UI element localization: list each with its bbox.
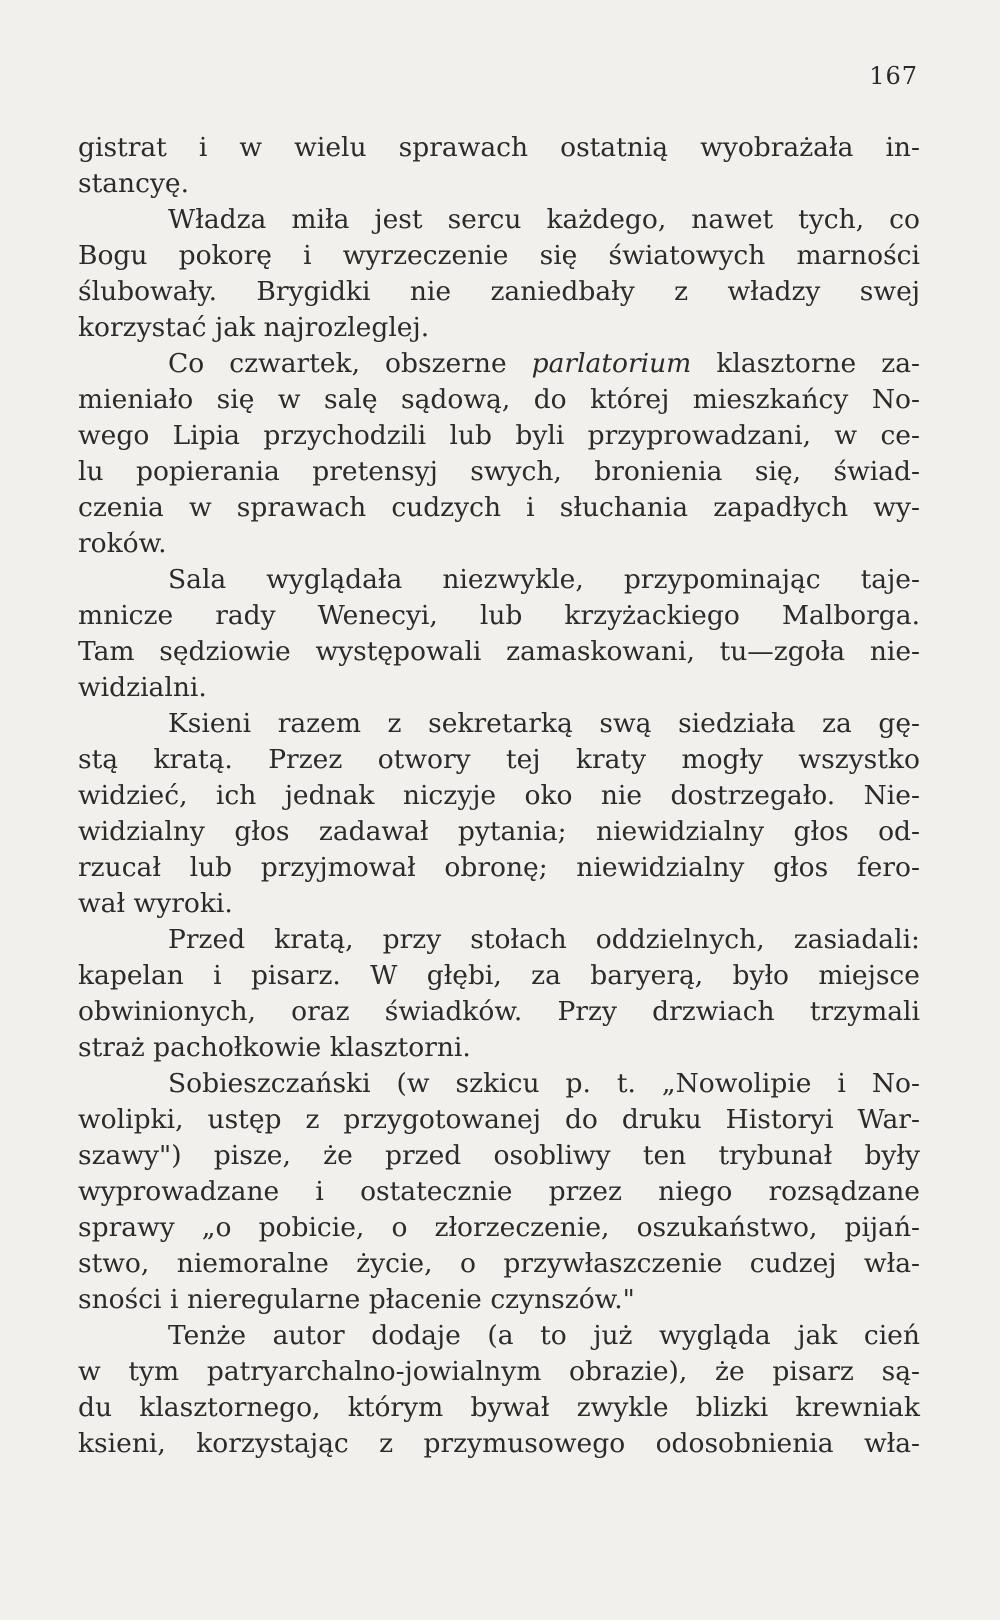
text-line [78, 742, 920, 778]
word: roków. [78, 528, 167, 559]
word: wy- [873, 492, 920, 523]
word: mieniało [78, 384, 194, 415]
word: patryarchalno-jowialnym [206, 1356, 542, 1387]
word: pokorę [178, 240, 272, 271]
word: od- [878, 816, 920, 847]
word: wyglądała [266, 564, 403, 595]
word: były [864, 1140, 920, 1171]
body-text [78, 130, 920, 1462]
text-line [78, 922, 920, 958]
word: przypominając [623, 564, 821, 595]
word: przywłaszczenie [503, 1248, 723, 1279]
word: pisze, [213, 1140, 291, 1171]
word: przygotowanej [343, 1104, 541, 1135]
word: ksieni, [78, 1428, 166, 1459]
word: jednak [284, 780, 375, 811]
word: z [379, 1428, 394, 1459]
word: drzwiach [652, 996, 775, 1027]
word: obszerne [385, 348, 507, 379]
word: zasiadali: [793, 924, 920, 955]
word: wego [78, 420, 150, 451]
word: ślubowały. [78, 276, 218, 307]
word: za [531, 960, 561, 991]
word: głos [793, 816, 849, 847]
text-line [78, 778, 920, 814]
word: sprawach [236, 492, 367, 523]
word: nawet [691, 204, 774, 235]
word: było [732, 960, 790, 991]
word: i [837, 1068, 846, 1099]
text-line [78, 1390, 920, 1426]
word: baryerą, [590, 960, 704, 991]
word: za- [881, 348, 920, 379]
text-line [78, 1138, 920, 1174]
word: sprawach [398, 132, 529, 163]
word: płacenie [368, 1284, 482, 1315]
word: dostrzegało. [670, 780, 836, 811]
word: kratą. [153, 744, 233, 775]
word: o [391, 1212, 408, 1243]
word: się [216, 384, 255, 415]
word: popierania [135, 456, 280, 487]
word: wszystko [798, 744, 920, 775]
word: niezwykle, [442, 564, 584, 595]
word: War- [857, 1104, 920, 1135]
word: zadawał [318, 816, 429, 847]
word: fero- [856, 852, 920, 883]
word: stwo, [78, 1248, 150, 1279]
word: pisarz [772, 1356, 854, 1387]
word: światowych [608, 240, 766, 271]
text-line [78, 202, 920, 238]
text-line [78, 1210, 920, 1246]
word: zamaskowani, [506, 636, 695, 667]
word: wła- [863, 1248, 920, 1279]
text-line [78, 1102, 920, 1138]
word: w [239, 132, 263, 163]
word: ustęp [207, 1104, 282, 1135]
word: tu—zgoła [719, 636, 846, 667]
text-line [78, 994, 920, 1030]
word: krzyżackiego [564, 600, 740, 631]
word: in- [885, 132, 920, 163]
word: stancyę. [78, 168, 190, 199]
word: mogły [681, 744, 764, 775]
word: z [387, 708, 402, 739]
word: to [540, 1320, 567, 1351]
word: mnicze [78, 600, 174, 631]
word: dodaje [371, 1320, 461, 1351]
word: bywał [470, 1392, 550, 1423]
word: cudzych [391, 492, 502, 523]
word: kratą, [274, 924, 354, 955]
word: „Nowolipie [661, 1068, 812, 1099]
word: No- [871, 384, 920, 415]
word: niczyje [402, 780, 497, 811]
word: w [188, 492, 212, 523]
word: „o [201, 1212, 232, 1243]
text-line [78, 1426, 920, 1462]
word: głos [773, 852, 829, 883]
word: wyobrażała [700, 132, 854, 163]
word: swych, [470, 456, 562, 487]
word: przychodzili [263, 420, 427, 451]
word: przyprowadzani, [587, 420, 811, 451]
word: głos [234, 816, 290, 847]
word: kraty [575, 744, 647, 775]
word: swą [599, 708, 652, 739]
word: Przy [557, 996, 617, 1027]
word: taje- [860, 564, 920, 595]
word: lu [78, 456, 104, 487]
word: wyroki. [133, 888, 233, 919]
word: mieszkańcy [692, 384, 849, 415]
text-line [78, 1354, 920, 1390]
word: się [539, 240, 578, 271]
text-line [78, 454, 920, 490]
word: oko [524, 780, 573, 811]
word: Bogu [78, 240, 148, 271]
word: parlatorium [531, 348, 692, 379]
word: oddzielnych, [595, 924, 765, 955]
word: szkicu [455, 1068, 540, 1099]
word: osobliwy [493, 1140, 611, 1171]
word: marności [796, 240, 920, 271]
word: nie- [869, 636, 920, 667]
page-number: 167 [869, 62, 918, 90]
word: Przez [268, 744, 343, 775]
word: widzialny [78, 816, 205, 847]
word: cień [863, 1320, 920, 1351]
text-line [78, 886, 920, 922]
word: świad- [833, 456, 920, 487]
word: czenia [78, 492, 164, 523]
word: Sobieszczański [168, 1068, 371, 1099]
word: stą [78, 744, 119, 775]
text-line [78, 418, 920, 454]
word: straż [78, 1032, 145, 1063]
text-line [78, 1030, 920, 1066]
word: pytania; [457, 816, 567, 847]
word: Wenecyi, [317, 600, 438, 631]
word: byli [515, 420, 565, 451]
word: siedziała [678, 708, 796, 739]
text-line [78, 490, 920, 526]
word: i [170, 1284, 179, 1315]
text-line [78, 670, 920, 706]
word: Brygidki [256, 276, 371, 307]
text-line [78, 634, 920, 670]
word: Ksieni [168, 708, 252, 739]
word: sędziowie [159, 636, 291, 667]
word: pretensyj [312, 456, 438, 487]
word: czwartek, [229, 348, 361, 379]
word: sności [78, 1284, 162, 1315]
word: z [305, 1104, 320, 1135]
word: Tam [78, 636, 135, 667]
word: wolipki, [78, 1104, 184, 1135]
word: wielu [294, 132, 367, 163]
word: tej [505, 744, 541, 775]
word: w [277, 384, 301, 415]
text-line [78, 526, 920, 562]
word: sekretarką [428, 708, 573, 739]
word: blizki [695, 1392, 769, 1423]
word: klasztornego, [139, 1392, 321, 1423]
word: pisarz. [250, 960, 341, 991]
text-line [78, 958, 920, 994]
word: zapadłych [713, 492, 849, 523]
word: w [834, 420, 858, 451]
word: ce- [880, 420, 920, 451]
word: i [213, 960, 222, 991]
word: i [315, 1176, 324, 1207]
word: szawy") [78, 1140, 182, 1171]
word: przez [548, 1176, 622, 1207]
word: świadków. [384, 996, 523, 1027]
word: ten [642, 1140, 687, 1171]
word: każdego, [546, 204, 667, 235]
text-line [78, 598, 920, 634]
word: Przed [168, 924, 246, 955]
word: (w [396, 1068, 430, 1099]
word: stołach [470, 924, 567, 955]
word: władzy [727, 276, 821, 307]
word: obrazie), [569, 1356, 688, 1387]
word: miejsce [818, 960, 920, 991]
word: t. [616, 1068, 636, 1099]
word: i [303, 240, 312, 271]
text-line [78, 850, 920, 886]
word: niego [658, 1176, 733, 1207]
word: odosobnienia [655, 1428, 834, 1459]
word: najrozleglej. [263, 312, 430, 343]
word: korzystać [78, 312, 207, 343]
word: przy [382, 924, 442, 955]
text-line [78, 1066, 920, 1102]
word: o [459, 1248, 476, 1279]
word: rozsądzane [768, 1176, 920, 1207]
word: Tenże [168, 1320, 247, 1351]
word: W [370, 960, 398, 991]
word: której [590, 384, 670, 415]
word: sercu [447, 204, 522, 235]
word: lub [479, 600, 523, 631]
word: ich [215, 780, 257, 811]
word: widzieć, [78, 780, 188, 811]
word: jak [797, 1320, 838, 1351]
word: wyrzeczenie [342, 240, 509, 271]
word: jest [374, 204, 423, 235]
word: rady [215, 600, 276, 631]
word: niemoralne [176, 1248, 329, 1279]
word: druku [621, 1104, 702, 1135]
word: Malborga. [781, 600, 920, 631]
word: klasztorne [716, 348, 857, 379]
word: rzucał [78, 852, 161, 883]
word: tym [128, 1356, 180, 1387]
word: i [526, 492, 535, 523]
word: wyprowadzane [78, 1176, 280, 1207]
word: bronienia [594, 456, 723, 487]
word: miła [291, 204, 350, 235]
word: ostatnią [560, 132, 669, 163]
word: trzymali [809, 996, 920, 1027]
text-line [78, 166, 920, 202]
word: występowali [315, 636, 482, 667]
text-line [78, 274, 920, 310]
word: że [715, 1356, 745, 1387]
word: Co [168, 348, 205, 379]
word: razem [277, 708, 361, 739]
word: sądową, [401, 384, 511, 415]
word: się, [754, 456, 802, 487]
text-line [78, 562, 920, 598]
word: klasztorni. [329, 1032, 471, 1063]
word: jak [214, 312, 256, 343]
text-line [78, 130, 920, 166]
word: oszukaństwo, [636, 1212, 818, 1243]
word: swej [859, 276, 920, 307]
text-line [78, 382, 920, 418]
word: już [593, 1320, 633, 1351]
text-line [78, 346, 920, 382]
word: Władza [168, 204, 267, 235]
word: du [78, 1392, 113, 1423]
word: krewniak [795, 1392, 920, 1423]
word: p. [565, 1068, 591, 1099]
word: głębi, [426, 960, 502, 991]
word: życie, [356, 1248, 433, 1279]
word: zaniedbały [490, 276, 635, 307]
word: gistrat [78, 132, 167, 163]
word: przyjmował [260, 852, 416, 883]
word: obwinionych, [78, 996, 256, 1027]
word: którym [347, 1392, 444, 1423]
word: Lipia [172, 420, 240, 451]
word: czynszów." [490, 1284, 635, 1315]
text-line [78, 310, 920, 346]
word: złorzeczenie, [434, 1212, 610, 1243]
word: pijań- [844, 1212, 920, 1243]
word: słuchania [559, 492, 689, 523]
word: cudzej [749, 1248, 837, 1279]
word: że [323, 1140, 353, 1171]
word: pachołkowie [153, 1032, 322, 1063]
word: Nie- [863, 780, 920, 811]
word: oraz [291, 996, 350, 1027]
text-line [78, 1246, 920, 1282]
word: obronę; [444, 852, 548, 883]
word: z [674, 276, 689, 307]
word: są- [881, 1356, 920, 1387]
word: w [78, 1356, 101, 1387]
word: trybunał [718, 1140, 833, 1171]
word: zwykle [576, 1392, 669, 1423]
word: nie [600, 780, 643, 811]
word: lub [449, 420, 493, 451]
word: tych, [798, 204, 865, 235]
word: nieregularne [186, 1284, 361, 1315]
word: gę- [878, 708, 920, 739]
text-line [78, 1318, 920, 1354]
word: pobicie, [258, 1212, 365, 1243]
word: otwory [377, 744, 471, 775]
text-line [78, 814, 920, 850]
word: lub [189, 852, 233, 883]
word: sprawy [78, 1212, 175, 1243]
word: niewidzialny [576, 852, 745, 883]
word: za [822, 708, 852, 739]
word: salę [324, 384, 378, 415]
word: i [198, 132, 208, 163]
text-line [78, 1174, 920, 1210]
word: kapelan [78, 960, 184, 991]
word: ostatecznie [360, 1176, 513, 1207]
word: korzystając [196, 1428, 349, 1459]
word: przymusowego [423, 1428, 626, 1459]
word: widzialni. [78, 672, 207, 703]
word: Historyi [725, 1104, 834, 1135]
word: przed [385, 1140, 462, 1171]
word: Sala [168, 564, 227, 595]
text-line [78, 706, 920, 742]
word: (a [487, 1320, 514, 1351]
word: wał [78, 888, 126, 919]
word: nie [409, 276, 452, 307]
word: wła- [863, 1428, 920, 1459]
word: wygląda [659, 1320, 771, 1351]
word: do [564, 1104, 598, 1135]
word: do [533, 384, 567, 415]
word: co [889, 204, 920, 235]
word: autor [272, 1320, 345, 1351]
word: niewidzialny [596, 816, 765, 847]
text-line [78, 1282, 920, 1318]
word: No- [871, 1068, 920, 1099]
text-line [78, 238, 920, 274]
